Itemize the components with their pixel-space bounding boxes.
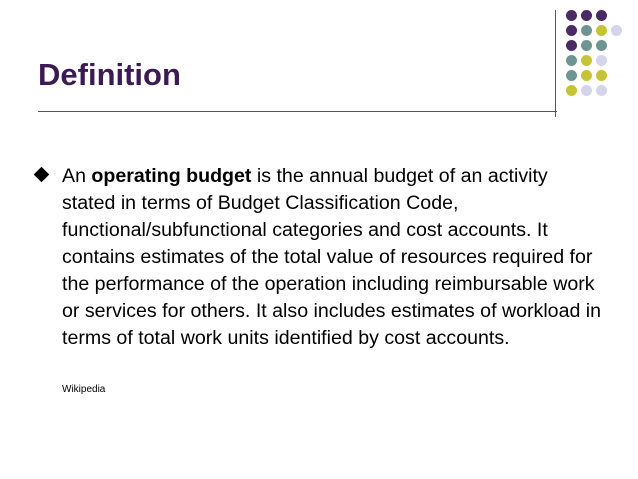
bullet-text-before: An <box>62 165 92 187</box>
dot <box>596 55 607 66</box>
dot <box>596 10 607 21</box>
bullet-bold-term: operating budget <box>91 165 252 187</box>
dot <box>596 40 607 51</box>
bullet-text <box>62 163 602 352</box>
dot <box>581 55 592 66</box>
dot <box>596 85 607 96</box>
dot <box>581 70 592 81</box>
dot <box>596 25 607 36</box>
dot <box>581 10 592 21</box>
title-underline <box>38 111 557 112</box>
dot <box>581 25 592 36</box>
dot <box>566 85 577 96</box>
dot <box>566 10 577 21</box>
dot <box>566 55 577 66</box>
bullet-diamond-icon <box>34 167 50 183</box>
bullet-text-after: is the annual budget of an activity stated in terms of Budget Classification Code, functional/subfunctional categories and cost accounts. It contains estimates of the total value of resources required for the performance of the operation including reimbursable work or services for others. It also includes estimates of workload in terms of total work units identified by cost accounts. <box>62 165 602 349</box>
dot <box>566 40 577 51</box>
dot <box>611 25 622 36</box>
dot <box>581 40 592 51</box>
vertical-divider <box>555 10 556 117</box>
dot <box>581 85 592 96</box>
dot <box>566 25 577 36</box>
source-label: Wikipedia <box>62 384 106 395</box>
decorative-dot-grid <box>566 10 636 95</box>
slide-title: Definition <box>38 57 181 92</box>
dot <box>596 70 607 81</box>
dot <box>566 70 577 81</box>
